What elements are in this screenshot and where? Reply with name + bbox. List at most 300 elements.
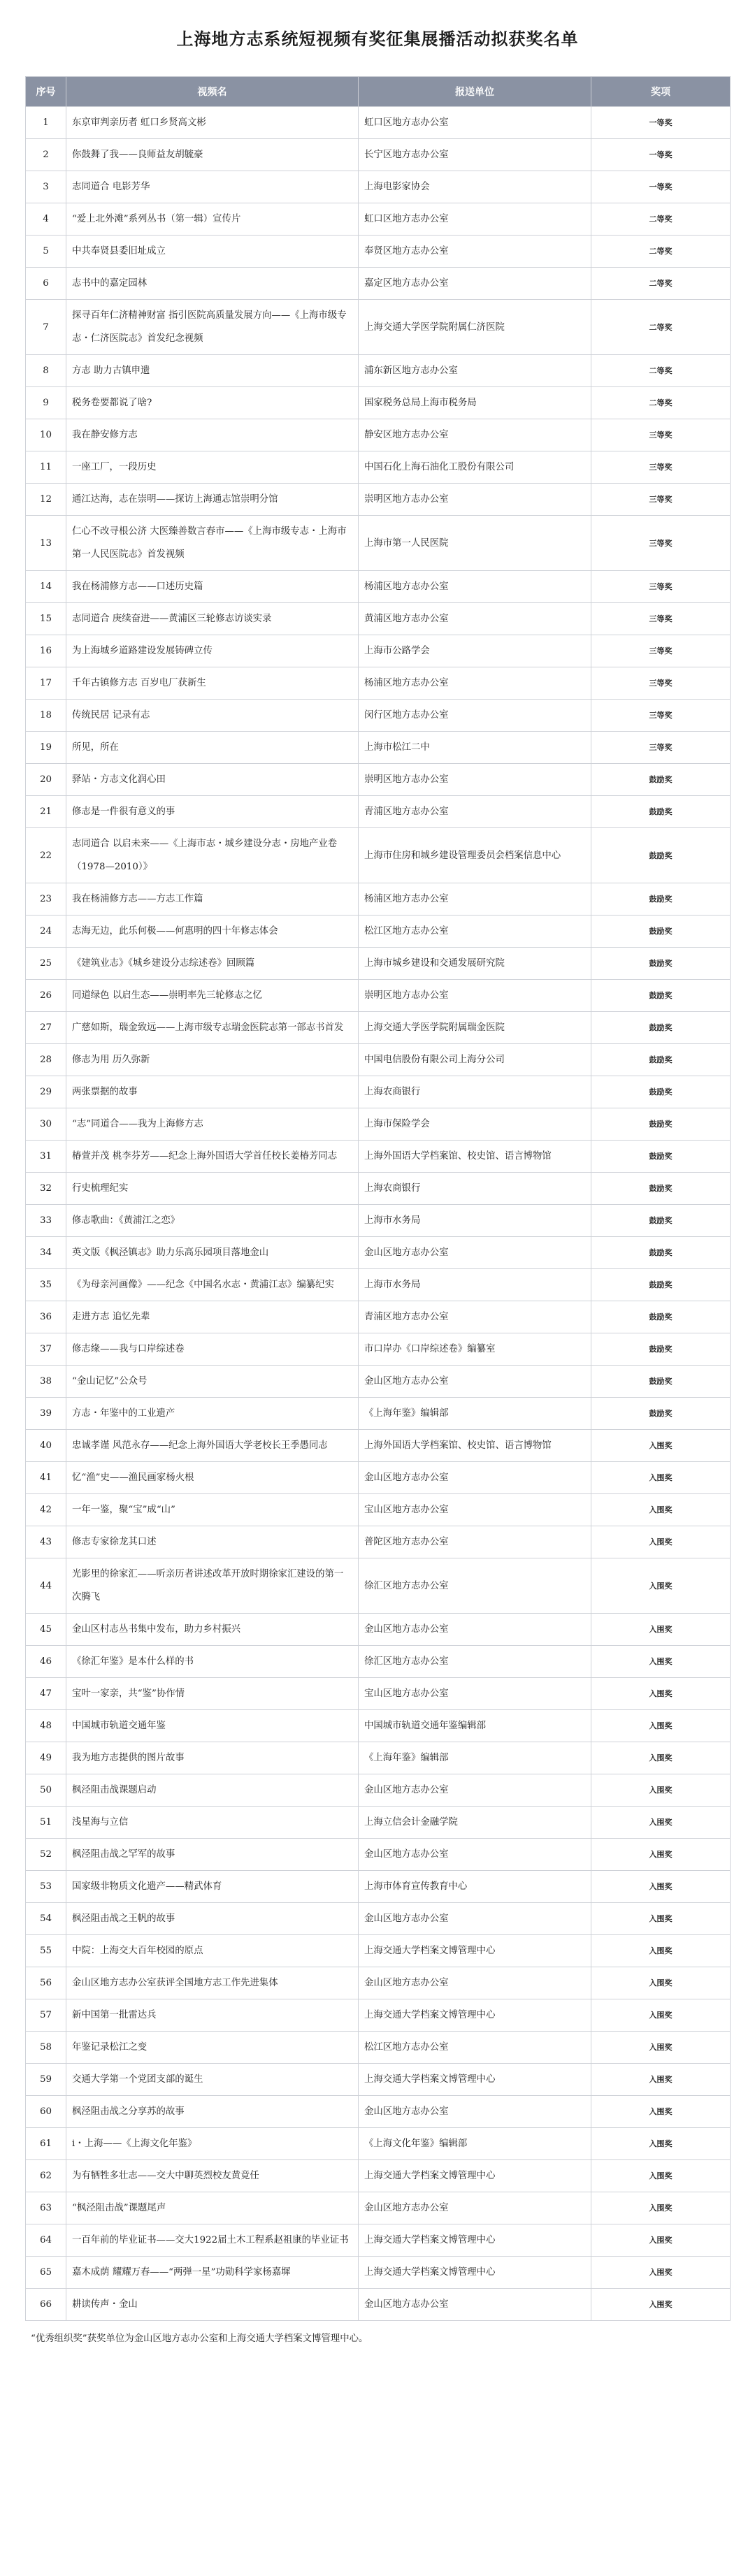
table-row [26, 1839, 731, 1871]
row-video-name: 我在静安修方志 [66, 419, 359, 451]
row-video-name: 耕读传声・金山 [66, 2289, 359, 2321]
row-unit: 上海立信会计金融学院 [359, 1807, 591, 1839]
row-unit: 《上海年鉴》编辑部 [359, 1742, 591, 1774]
row-unit: 青浦区地方志办公室 [359, 1301, 591, 1333]
row-no: 19 [26, 732, 66, 764]
row-award: 入围奖 [591, 2224, 731, 2257]
row-award: 入围奖 [591, 1807, 731, 1839]
row-unit: 上海市住房和城乡建设管理委员会档案信息中心 [359, 828, 591, 883]
table-row [26, 1526, 731, 1558]
row-no: 50 [26, 1774, 66, 1807]
row-no: 46 [26, 1646, 66, 1678]
row-video-name: 中国城市轨道交通年鉴 [66, 1710, 359, 1742]
table-row [26, 1173, 731, 1205]
row-unit: 宝山区地方志办公室 [359, 1494, 591, 1526]
row-no: 7 [26, 300, 66, 355]
table-row [26, 1044, 731, 1076]
row-no: 43 [26, 1526, 66, 1558]
table-row [26, 1333, 731, 1366]
table-row [26, 1614, 731, 1646]
row-award: 二等奖 [591, 300, 731, 355]
row-video-name: “枫泾阻击战”课题尾声 [66, 2192, 359, 2224]
row-no: 20 [26, 764, 66, 796]
row-award: 入围奖 [591, 1558, 731, 1614]
row-no: 47 [26, 1678, 66, 1710]
table-row [26, 1141, 731, 1173]
row-award: 二等奖 [591, 355, 731, 387]
row-no: 37 [26, 1333, 66, 1366]
row-unit: 上海市体育宣传教育中心 [359, 1871, 591, 1903]
footnote: “优秀组织奖”获奖单位为金山区地方志办公室和上海交通大学档案文博管理中心。 [31, 2333, 368, 2344]
row-award: 入围奖 [591, 2289, 731, 2321]
row-no: 49 [26, 1742, 66, 1774]
row-video-name: 一年一鉴，聚“宝”成“山” [66, 1494, 359, 1526]
row-award: 鼓励奖 [591, 980, 731, 1012]
row-award: 入围奖 [591, 2128, 731, 2160]
row-award: 入围奖 [591, 1710, 731, 1742]
table-row [26, 1076, 731, 1108]
row-video-name: 志同道合 电影芳华 [66, 171, 359, 203]
row-award: 三等奖 [591, 571, 731, 603]
row-no: 21 [26, 796, 66, 828]
row-unit: 松江区地方志办公室 [359, 916, 591, 948]
table-row [26, 355, 731, 387]
table-row [26, 2257, 731, 2289]
row-video-name: 我在杨浦修方志——方志工作篇 [66, 883, 359, 916]
row-unit: 普陀区地方志办公室 [359, 1526, 591, 1558]
row-unit: 宝山区地方志办公室 [359, 1678, 591, 1710]
row-award: 入围奖 [591, 1646, 731, 1678]
table-row [26, 2032, 731, 2064]
row-no: 36 [26, 1301, 66, 1333]
table-row [26, 1366, 731, 1398]
table-header [26, 77, 731, 107]
row-video-name: 《建筑业志》《城乡建设分志综述卷》回顾篇 [66, 948, 359, 980]
header-video-name: 视频名 [66, 77, 359, 107]
row-award: 一等奖 [591, 107, 731, 139]
row-no: 45 [26, 1614, 66, 1646]
row-unit: 上海市松江二中 [359, 732, 591, 764]
row-video-name: “志”同道合——我为上海修方志 [66, 1108, 359, 1141]
table-row [26, 916, 731, 948]
row-no: 8 [26, 355, 66, 387]
table-row [26, 139, 731, 171]
row-video-name: 走进方志 追忆先辈 [66, 1301, 359, 1333]
row-award: 鼓励奖 [591, 1044, 731, 1076]
row-no: 24 [26, 916, 66, 948]
row-unit: 黄浦区地方志办公室 [359, 603, 591, 635]
row-award: 入围奖 [591, 1614, 731, 1646]
row-no: 40 [26, 1430, 66, 1462]
header-no: 序号 [26, 77, 66, 107]
row-no: 59 [26, 2064, 66, 2096]
row-unit: 徐汇区地方志办公室 [359, 1558, 591, 1614]
row-unit: 浦东新区地方志办公室 [359, 355, 591, 387]
table-row [26, 948, 731, 980]
row-unit: 国家税务总局上海市税务局 [359, 387, 591, 419]
row-unit: 虹口区地方志办公室 [359, 203, 591, 236]
row-award: 入围奖 [591, 1462, 731, 1494]
row-unit: 上海市第一人民医院 [359, 516, 591, 571]
table-row [26, 1710, 731, 1742]
row-video-name: 年鉴记录松江之变 [66, 2032, 359, 2064]
row-unit: 《上海文化年鉴》编辑部 [359, 2128, 591, 2160]
row-video-name: 广慈如斯，瑞金致远——上海市级专志瑞金医院志第一部志书首发 [66, 1012, 359, 1044]
row-video-name: 为有牺牲多壮志——交大中聊英烈校友黄竟任 [66, 2160, 359, 2192]
row-award: 一等奖 [591, 139, 731, 171]
table-row [26, 203, 731, 236]
table-row [26, 1774, 731, 1807]
row-video-name: 方志・年鉴中的工业遗产 [66, 1398, 359, 1430]
row-award: 鼓励奖 [591, 883, 731, 916]
row-unit: 上海交通大学档案文博管理中心 [359, 1935, 591, 1967]
table-row [26, 1301, 731, 1333]
row-video-name: 所见，所在 [66, 732, 359, 764]
row-video-name: 通江达海，志在崇明——探访上海通志馆崇明分馆 [66, 484, 359, 516]
row-no: 54 [26, 1903, 66, 1935]
table-row [26, 171, 731, 203]
row-unit: 上海市水务局 [359, 1269, 591, 1301]
row-no: 57 [26, 1999, 66, 2032]
row-unit: 上海市水务局 [359, 1205, 591, 1237]
row-video-name: 浅星海与立信 [66, 1807, 359, 1839]
header-unit: 报送单位 [359, 77, 591, 107]
row-video-name: 枫泾阻击战之罕军的故事 [66, 1839, 359, 1871]
row-unit: 青浦区地方志办公室 [359, 796, 591, 828]
table-row [26, 764, 731, 796]
table-row [26, 828, 731, 883]
row-no: 63 [26, 2192, 66, 2224]
table-row [26, 484, 731, 516]
row-no: 15 [26, 603, 66, 635]
row-no: 9 [26, 387, 66, 419]
row-no: 60 [26, 2096, 66, 2128]
row-unit: 长宁区地方志办公室 [359, 139, 591, 171]
row-unit: 嘉定区地方志办公室 [359, 268, 591, 300]
row-video-name: 枫泾阻击战课题启动 [66, 1774, 359, 1807]
row-no: 3 [26, 171, 66, 203]
row-award: 三等奖 [591, 419, 731, 451]
row-unit: 上海交通大学档案文博管理中心 [359, 2160, 591, 2192]
row-unit: 崇明区地方志办公室 [359, 980, 591, 1012]
row-award: 三等奖 [591, 516, 731, 571]
row-unit: 市口岸办《口岸综述卷》编纂室 [359, 1333, 591, 1366]
table-row [26, 2128, 731, 2160]
row-award: 入围奖 [591, 1871, 731, 1903]
row-award: 鼓励奖 [591, 1141, 731, 1173]
row-no: 16 [26, 635, 66, 667]
table-row [26, 571, 731, 603]
row-award: 三等奖 [591, 732, 731, 764]
row-unit: 奉贤区地方志办公室 [359, 236, 591, 268]
table-row [26, 635, 731, 667]
row-no: 62 [26, 2160, 66, 2192]
table-row [26, 1205, 731, 1237]
row-unit: 金山区地方志办公室 [359, 1839, 591, 1871]
row-no: 55 [26, 1935, 66, 1967]
table-row [26, 2064, 731, 2096]
row-award: 三等奖 [591, 667, 731, 700]
row-award: 鼓励奖 [591, 1012, 731, 1044]
table-body [26, 107, 731, 2321]
table-row [26, 700, 731, 732]
row-video-name: 修志专家徐龙其口述 [66, 1526, 359, 1558]
row-award: 三等奖 [591, 635, 731, 667]
table-row [26, 1935, 731, 1967]
row-unit: 上海交通大学医学院附属仁济医院 [359, 300, 591, 355]
row-no: 23 [26, 883, 66, 916]
row-unit: 上海交通大学档案文博管理中心 [359, 1999, 591, 2032]
row-no: 17 [26, 667, 66, 700]
row-award: 入围奖 [591, 1742, 731, 1774]
row-unit: 松江区地方志办公室 [359, 2032, 591, 2064]
row-video-name: 千年古镇修方志 百岁电厂获新生 [66, 667, 359, 700]
row-video-name: 修志歌曲：《黄浦江之恋》 [66, 1205, 359, 1237]
row-no: 26 [26, 980, 66, 1012]
row-no: 51 [26, 1807, 66, 1839]
row-no: 5 [26, 236, 66, 268]
row-award: 鼓励奖 [591, 1205, 731, 1237]
table-row [26, 1558, 731, 1614]
row-award: 三等奖 [591, 603, 731, 635]
row-video-name: 你鼓舞了我——良师益友胡毓豪 [66, 139, 359, 171]
table-row [26, 1430, 731, 1462]
row-video-name: 金山区地方志办公室获评全国地方志工作先进集体 [66, 1967, 359, 1999]
row-award: 鼓励奖 [591, 796, 731, 828]
row-unit: 上海外国语大学档案馆、校史馆、语言博物馆 [359, 1430, 591, 1462]
table-row [26, 107, 731, 139]
row-video-name: 修志是一件很有意义的事 [66, 796, 359, 828]
row-video-name: 宝叶一家亲，共“鉴”协作情 [66, 1678, 359, 1710]
row-unit: 崇明区地方志办公室 [359, 484, 591, 516]
row-unit: 杨浦区地方志办公室 [359, 667, 591, 700]
row-no: 18 [26, 700, 66, 732]
table-row [26, 419, 731, 451]
table-row [26, 1807, 731, 1839]
row-no: 11 [26, 451, 66, 484]
row-no: 48 [26, 1710, 66, 1742]
row-video-name: 税务卷要都说了啥? [66, 387, 359, 419]
table-row [26, 1108, 731, 1141]
row-unit: 金山区地方志办公室 [359, 1774, 591, 1807]
row-award: 鼓励奖 [591, 1173, 731, 1205]
table-row [26, 268, 731, 300]
table-row [26, 516, 731, 571]
row-video-name: 枫泾阻击战之分享苏的故事 [66, 2096, 359, 2128]
table-row [26, 2224, 731, 2257]
row-video-name: 中共奉贤县委旧址成立 [66, 236, 359, 268]
row-award: 鼓励奖 [591, 828, 731, 883]
row-video-name: 《为母亲河画像》——纪念《中国名水志・黄浦江志》编纂纪实 [66, 1269, 359, 1301]
row-video-name: 两张票据的故事 [66, 1076, 359, 1108]
award-table [25, 76, 731, 2321]
row-no: 25 [26, 948, 66, 980]
row-no: 4 [26, 203, 66, 236]
table-row [26, 1269, 731, 1301]
row-no: 10 [26, 419, 66, 451]
row-video-name: 志海无边，此乐何极——何惠明的四十年修志体会 [66, 916, 359, 948]
row-unit: 闵行区地方志办公室 [359, 700, 591, 732]
table-row [26, 451, 731, 484]
row-award: 鼓励奖 [591, 948, 731, 980]
row-video-name: 修志为用 历久弥新 [66, 1044, 359, 1076]
row-video-name: 探寻百年仁济精神财富 指引医院高质量发展方向——《上海市级专志・仁济医院志》首发纪念视频 [66, 300, 359, 355]
row-unit: 金山区地方志办公室 [359, 1967, 591, 1999]
row-no: 39 [26, 1398, 66, 1430]
row-video-name: 我为地方志提供的图片故事 [66, 1742, 359, 1774]
row-unit: 金山区地方志办公室 [359, 1462, 591, 1494]
row-no: 32 [26, 1173, 66, 1205]
row-no: 30 [26, 1108, 66, 1141]
row-award: 入围奖 [591, 2032, 731, 2064]
row-no: 52 [26, 1839, 66, 1871]
table-row [26, 980, 731, 1012]
row-video-name: 英文版《枫泾镇志》助力乐高乐园项目落地金山 [66, 1237, 359, 1269]
row-no: 65 [26, 2257, 66, 2289]
row-video-name: 方志 助力古镇申遗 [66, 355, 359, 387]
row-video-name: 国家级非物质文化遗产——精武体育 [66, 1871, 359, 1903]
row-unit: 金山区地方志办公室 [359, 2289, 591, 2321]
row-no: 14 [26, 571, 66, 603]
row-award: 入围奖 [591, 1903, 731, 1935]
row-no: 56 [26, 1967, 66, 1999]
row-no: 34 [26, 1237, 66, 1269]
row-no: 31 [26, 1141, 66, 1173]
row-unit: 上海市保险学会 [359, 1108, 591, 1141]
row-video-name: 志书中的嘉定园林 [66, 268, 359, 300]
row-video-name: “爱上北外滩”系列丛书（第一辑）宣传片 [66, 203, 359, 236]
row-award: 入围奖 [591, 2257, 731, 2289]
row-award: 二等奖 [591, 268, 731, 300]
table-row [26, 2160, 731, 2192]
row-unit: 上海交通大学档案文博管理中心 [359, 2257, 591, 2289]
table-row [26, 603, 731, 635]
row-unit: 徐汇区地方志办公室 [359, 1646, 591, 1678]
row-unit: 金山区地方志办公室 [359, 1614, 591, 1646]
row-no: 58 [26, 2032, 66, 2064]
table-row [26, 1237, 731, 1269]
row-award: 鼓励奖 [591, 1269, 731, 1301]
row-no: 2 [26, 139, 66, 171]
row-award: 鼓励奖 [591, 916, 731, 948]
row-no: 44 [26, 1558, 66, 1614]
row-unit: 上海农商银行 [359, 1076, 591, 1108]
table-row [26, 883, 731, 916]
row-video-name: 志同道合 庚续奋进——黄浦区三轮修志访谈实录 [66, 603, 359, 635]
row-unit: 金山区地方志办公室 [359, 1903, 591, 1935]
row-unit: 上海农商银行 [359, 1173, 591, 1205]
row-unit: 中国城市轨道交通年鉴编辑部 [359, 1710, 591, 1742]
row-video-name: 交通大学第一个党团支部的诞生 [66, 2064, 359, 2096]
row-no: 29 [26, 1076, 66, 1108]
row-unit: 金山区地方志办公室 [359, 2096, 591, 2128]
table-row [26, 1462, 731, 1494]
row-unit: 中国电信股份有限公司上海分公司 [359, 1044, 591, 1076]
row-unit: 上海电影家协会 [359, 171, 591, 203]
row-award: 鼓励奖 [591, 764, 731, 796]
row-award: 二等奖 [591, 387, 731, 419]
row-award: 鼓励奖 [591, 1076, 731, 1108]
row-award: 入围奖 [591, 1526, 731, 1558]
table-row [26, 387, 731, 419]
table-row [26, 1903, 731, 1935]
row-unit: 上海外国语大学档案馆、校史馆、语言博物馆 [359, 1141, 591, 1173]
table-row [26, 1398, 731, 1430]
row-no: 66 [26, 2289, 66, 2321]
row-award: 入围奖 [591, 1678, 731, 1710]
row-unit: 中国石化上海石油化工股份有限公司 [359, 451, 591, 484]
row-video-name: 椿萱并茂 桃李芬芳——纪念上海外国语大学首任校长姜椿芳同志 [66, 1141, 359, 1173]
table-row [26, 1494, 731, 1526]
row-unit: 金山区地方志办公室 [359, 1366, 591, 1398]
page-title: 上海地方志系统短视频有奖征集展播活动拟获奖名单 [176, 29, 579, 49]
table-row [26, 1646, 731, 1678]
row-award: 三等奖 [591, 451, 731, 484]
row-video-name: 金山区村志丛书集中发布，助力乡村振兴 [66, 1614, 359, 1646]
table-row [26, 1999, 731, 2032]
header-award: 奖项 [591, 77, 731, 107]
row-unit: 金山区地方志办公室 [359, 2192, 591, 2224]
table-row [26, 796, 731, 828]
table-row [26, 300, 731, 355]
table-row [26, 1742, 731, 1774]
row-award: 入围奖 [591, 1774, 731, 1807]
row-no: 61 [26, 2128, 66, 2160]
row-no: 13 [26, 516, 66, 571]
row-unit: 静安区地方志办公室 [359, 419, 591, 451]
row-award: 鼓励奖 [591, 1398, 731, 1430]
row-award: 入围奖 [591, 2096, 731, 2128]
row-no: 41 [26, 1462, 66, 1494]
row-no: 42 [26, 1494, 66, 1526]
row-no: 33 [26, 1205, 66, 1237]
table-row [26, 1871, 731, 1903]
row-video-name: 仁心不改寻根公济 大医臻善数言春市——《上海市级专志・上海市第一人民医院志》首发视频 [66, 516, 359, 571]
row-no: 38 [26, 1366, 66, 1398]
row-video-name: 忠诚孝谨 风范永存——纪念上海外国语大学老校长王季愚同志 [66, 1430, 359, 1462]
table-row [26, 2096, 731, 2128]
row-unit: 《上海年鉴》编辑部 [359, 1398, 591, 1430]
row-award: 入围奖 [591, 1967, 731, 1999]
row-video-name: 为上海城乡道路建设发展铸碑立传 [66, 635, 359, 667]
row-no: 22 [26, 828, 66, 883]
row-video-name: 行史梳理纪实 [66, 1173, 359, 1205]
row-no: 28 [26, 1044, 66, 1076]
table-row [26, 1967, 731, 1999]
row-unit: 上海市公路学会 [359, 635, 591, 667]
row-video-name: 志同道合 以启未来——《上海市志・城乡建设分志・房地产业卷（1978—2010）》 [66, 828, 359, 883]
row-video-name: 修志缘——我与口岸综述卷 [66, 1333, 359, 1366]
table-row [26, 667, 731, 700]
table-row [26, 732, 731, 764]
row-no: 53 [26, 1871, 66, 1903]
row-no: 6 [26, 268, 66, 300]
table-row [26, 2289, 731, 2321]
row-video-name: 光影里的徐家汇——听亲历者讲述改革开放时期徐家汇建设的第一次腾飞 [66, 1558, 359, 1614]
row-award: 二等奖 [591, 236, 731, 268]
row-award: 入围奖 [591, 2064, 731, 2096]
row-video-name: 东京审判亲历者 虹口乡贤高文彬 [66, 107, 359, 139]
row-award: 入围奖 [591, 2160, 731, 2192]
row-unit: 崇明区地方志办公室 [359, 764, 591, 796]
row-video-name: i・上海——《上海文化年鉴》 [66, 2128, 359, 2160]
row-award: 入围奖 [591, 1839, 731, 1871]
table-row [26, 2192, 731, 2224]
row-award: 入围奖 [591, 1494, 731, 1526]
row-no: 35 [26, 1269, 66, 1301]
row-video-name: 忆“渔”史——渔民画家杨火根 [66, 1462, 359, 1494]
table-row [26, 1012, 731, 1044]
